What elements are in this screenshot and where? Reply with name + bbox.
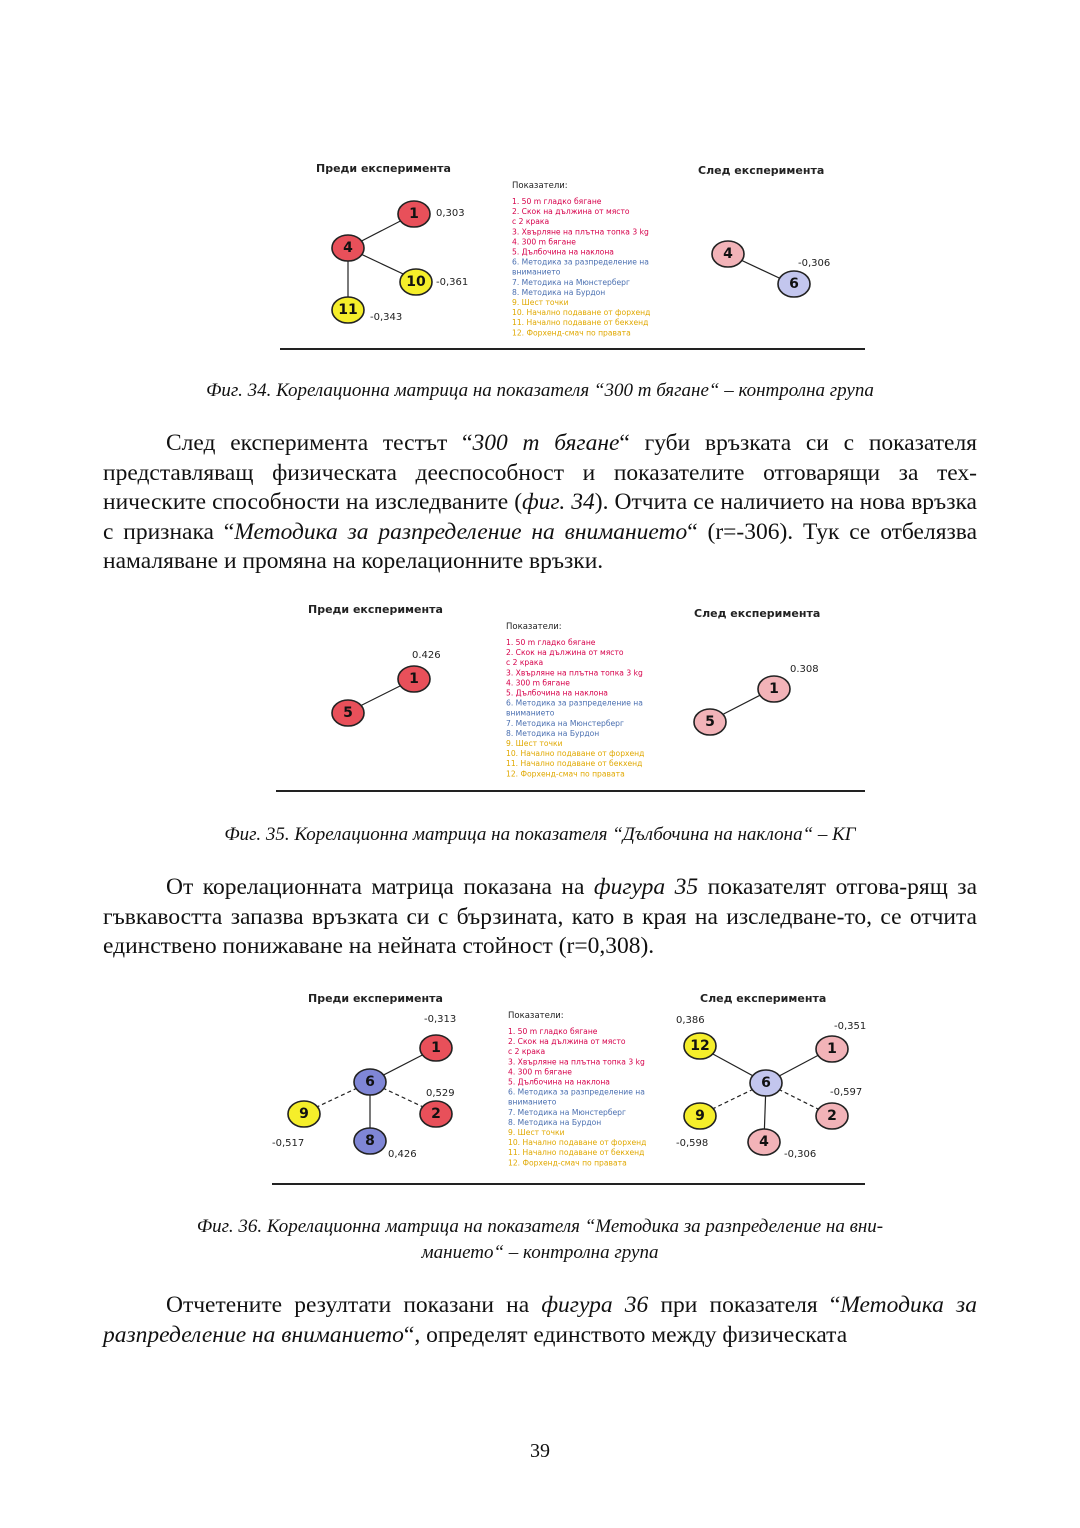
value-label: -0,306 (784, 1149, 817, 1160)
legend-item: 7. Методика на Мюнстерберг (506, 718, 624, 728)
svg-text:5: 5 (705, 714, 715, 730)
legend-item: 3. Хвърляне на плътна топка 3 kg (506, 668, 643, 678)
node-11 (332, 297, 364, 323)
legend-item: 5. Дълбочина на наклона (508, 1077, 610, 1087)
svg-text:8: 8 (365, 1133, 375, 1149)
value-label: 0.426 (412, 650, 441, 661)
value-label: -0,597 (830, 1087, 863, 1098)
node-4 (332, 235, 364, 261)
value-label: -0,306 (798, 258, 831, 269)
after-label: След експеримента (694, 607, 821, 620)
legend-item: 4. 300 m бягане (508, 1067, 572, 1077)
svg-text:2: 2 (431, 1106, 441, 1122)
legend (508, 1011, 646, 1167)
value-label: -0,361 (436, 277, 469, 288)
legend-item: 10. Начално подаване от форхенд (506, 749, 645, 759)
svg-text:6: 6 (789, 276, 799, 292)
before-label: Преди експеримента (308, 992, 443, 1005)
node-1 (398, 666, 430, 692)
paragraph-1: След експеримента тестът “300 m бягане“ губи връзката си с показателя представляващ физическата дееспособност и показателите отговарящи за тех-ническите способности на изследваните (фиг. 34). Отчита се наличието на нова връзка с признака “Методика за разпределение на вниманието“ (r=-306). Тук се отбелязва намаляване и промяна на корелационните връзки. (103, 430, 978, 575)
value-label: 0,303 (436, 208, 465, 219)
legend-item: 7. Методика на Мюнстерберг (512, 277, 630, 287)
legend-title: Показатели: (506, 622, 562, 632)
legend-item: вниманието (512, 267, 561, 277)
legend-item: 3. Хвърляне на плътна топка 3 kg (508, 1057, 645, 1067)
figure-35 (250, 595, 890, 800)
svg-text:4: 4 (723, 246, 733, 262)
value-label: 0,386 (676, 1015, 705, 1026)
svg-text:6: 6 (365, 1074, 375, 1090)
legend-item: вниманието (508, 1097, 557, 1107)
legend-item: с 2 крака (508, 1047, 546, 1057)
legend-item: 6. Методика за разпределение на (508, 1087, 645, 1097)
value-label: -0,598 (676, 1138, 709, 1149)
legend-item: 11. Начално подаване от бекхенд (512, 318, 649, 328)
legend-item: 6. Методика за разпределение на (512, 257, 649, 267)
node-9-after (684, 1103, 716, 1129)
page-number: 39 (530, 1440, 550, 1462)
legend-item: с 2 крака (512, 217, 550, 227)
legend-item: 9. Шест точки (508, 1128, 565, 1137)
before-label: Преди експеримента (316, 162, 451, 175)
svg-text:9: 9 (299, 1106, 309, 1122)
legend-item: 12. Форхенд-смач по правата (512, 328, 631, 338)
figure-caption: Фиг. 36. Корелационна матрица на показателя “Методика за разпределение на вни- манието“ – контролна група (196, 1216, 884, 1263)
svg-text:2: 2 (827, 1108, 837, 1124)
node-1 (420, 1035, 452, 1061)
svg-text:1: 1 (769, 681, 779, 697)
legend-item: 3. Хвърляне на плътна топка 3 kg (512, 227, 649, 237)
legend-item: 8. Методика на Бурдон (508, 1117, 602, 1127)
node-6-after (778, 271, 810, 297)
legend-item: 2. Скок на дължина от място (506, 648, 624, 658)
legend-item: 2. Скок на дължина от място (512, 207, 630, 217)
legend-item: 12. Форхенд-смач по правата (506, 769, 625, 779)
legend (506, 622, 644, 778)
svg-text:5: 5 (343, 705, 353, 721)
before-label: Преди експеримента (308, 603, 443, 616)
svg-text:1: 1 (431, 1040, 441, 1056)
svg-text:12: 12 (690, 1038, 710, 1054)
legend-item: 9. Шест точки (506, 739, 563, 748)
node-1-after (758, 676, 790, 702)
figure-caption: Фиг. 34. Корелационна матрица на показателя “300 m бягане“ – контролна група (206, 380, 874, 401)
after-label: След експеримента (700, 992, 827, 1005)
node-1-after (816, 1036, 848, 1062)
value-label: 0,426 (388, 1149, 417, 1160)
paragraph-3: Отчетените резултати показани на фигура 36 при показателя “Методика за разпределение на вниманието“, определят единството между физическата (103, 1292, 977, 1348)
node-2-after (816, 1103, 848, 1129)
legend-item: 1. 50 m гладко бягане (512, 197, 602, 206)
after-label: След експеримента (698, 164, 825, 177)
legend-item: 10. Начално подаване от форхенд (508, 1138, 647, 1148)
legend-item: 10. Начално подаване от форхенд (512, 308, 651, 318)
legend-item: 8. Методика на Бурдон (512, 287, 606, 297)
paragraph-2: От корелационната матрица показана на фигура 35 показателят отгова-рящ за гъвкавостта запазва връзката си с бързината, като в края на изследване-то, се отчита единствено понижаване на нейната стойност (r=0,308). (103, 874, 977, 960)
svg-text:1: 1 (409, 206, 419, 222)
node-4-after (712, 241, 744, 267)
legend-item: 9. Шест точки (512, 298, 569, 307)
legend-item: 7. Методика на Мюнстерберг (508, 1107, 626, 1117)
legend-item: вниманието (506, 708, 555, 718)
legend-item: 1. 50 m гладко бягане (508, 1027, 598, 1036)
legend-item: 1. 50 m гладко бягане (506, 638, 596, 647)
node-5-after (694, 709, 726, 735)
node-6 (354, 1069, 386, 1095)
node-1 (398, 201, 430, 227)
value-label: -0,343 (370, 312, 403, 323)
value-label: -0,313 (424, 1014, 457, 1025)
legend-item: 12. Форхенд-смач по правата (508, 1158, 627, 1168)
node-10 (400, 269, 432, 295)
legend-item: с 2 крака (506, 658, 544, 668)
legend-item: 11. Начално подаване от бекхенд (506, 759, 643, 769)
node-4-after (748, 1129, 780, 1155)
node-9 (288, 1101, 320, 1127)
svg-text:6: 6 (761, 1075, 771, 1091)
svg-text:4: 4 (343, 240, 353, 256)
svg-text:1: 1 (827, 1041, 837, 1057)
node-8 (354, 1128, 386, 1154)
legend-item: 4. 300 m бягане (512, 237, 576, 247)
legend-item: 11. Начално подаване от бекхенд (508, 1148, 645, 1158)
svg-text:9: 9 (695, 1108, 705, 1124)
node-6-after (750, 1070, 782, 1096)
value-label: -0,351 (834, 1021, 867, 1032)
svg-text:4: 4 (759, 1134, 769, 1150)
svg-text:11: 11 (338, 302, 358, 318)
value-label: 0.308 (790, 664, 819, 675)
legend-item: 5. Дълбочина на наклона (506, 688, 608, 698)
value-label: 0,529 (426, 1088, 455, 1099)
figure-caption: Фиг. 35. Корелационна матрица на показателя “Дълбочина на наклона“ – КГ (224, 824, 856, 845)
legend-item: 4. 300 m бягане (506, 678, 570, 688)
legend-item: 6. Методика за разпределение на (506, 698, 643, 708)
node-5 (332, 700, 364, 726)
legend-item: 2. Скок на дължина от място (508, 1037, 626, 1047)
node-2 (420, 1101, 452, 1127)
figure-34 (250, 152, 890, 357)
svg-text:1: 1 (409, 671, 419, 687)
legend-item: 5. Дълбочина на наклона (512, 247, 614, 257)
legend-title: Показатели: (512, 181, 568, 191)
svg-text:10: 10 (406, 274, 426, 290)
value-label: -0,517 (272, 1138, 305, 1149)
legend (512, 181, 650, 337)
legend-item: 8. Методика на Бурдон (506, 728, 600, 738)
figure-36 (250, 985, 890, 1190)
node-12-after (684, 1033, 716, 1059)
legend-title: Показатели: (508, 1011, 564, 1021)
